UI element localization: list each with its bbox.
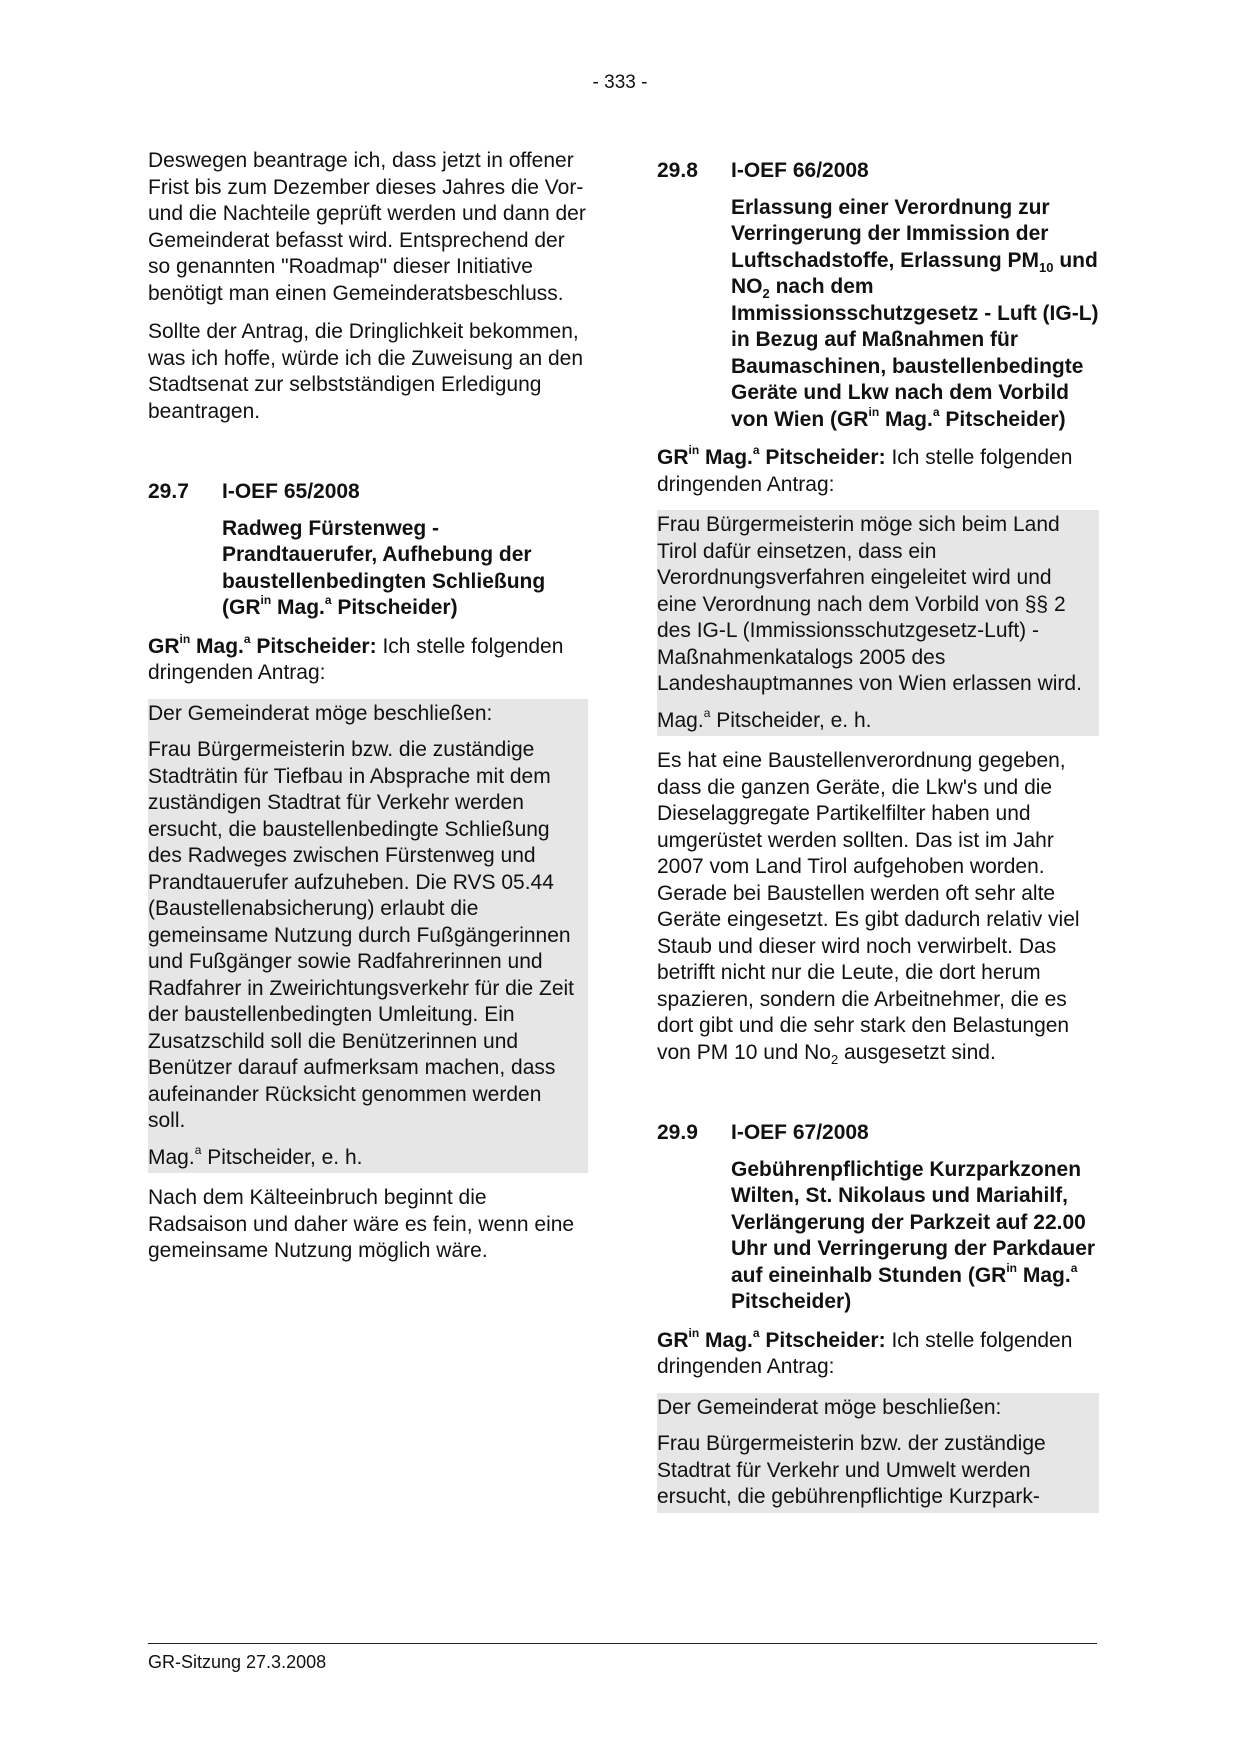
motion-text: Frau Bürgermeisterin möge sich beim Land Tirol dafür einsetzen, dass ein Verordnungsverfahren eingeleitet wird und eine Verordnung nach dem Vorbild von §§ 2 des IG-L (Immissionsschutzgesetz-Luft) - Maßnahmenkatalogs 2005 des Landeshauptmannes von Wien erlassen wird.	[657, 513, 1082, 695]
motion-box	[657, 510, 1099, 736]
section-subject: Gebührenpflichtige Kurzparkzonen Wilten, St. Nikolaus und Mariahilf, Verlängerung der Parkzeit auf 22.00 Uhr und Verringerung der Parkdauer auf eineinhalb Stunden ($GR^{in}$ Mag.$^a$ Pitscheider)	[731, 1157, 1096, 1313]
motion-box	[657, 1393, 1099, 1513]
section-number: 29.9	[657, 1121, 698, 1144]
section-subject: Radweg Fürstenweg - Prandtauerufer, Aufhebung der baustellenbedingten Schließung ($GR^{in}$ Mag.$^a$ Pitscheider)	[222, 516, 546, 619]
paragraph: Nach dem Kälteeinbruch beginnt die Radsaison und daher wäre es fein, wenn eine gemeinsame Nutzung möglich wäre.	[148, 1186, 575, 1262]
section-ref: I-OEF 65/2008	[222, 480, 360, 503]
signature: Mag.$^a$ Pitscheider, e. h.	[148, 1142, 363, 1169]
motion-text: Frau Bürgermeisterin bzw. die zuständige Stadträtin für Tiefbau in Absprache mit dem zuständigen Stadtrat für Verkehr werden ersucht, die baustellenbedingte Schließung des Radweges zwischen Fürstenweg und Prandtauerufer aufzuheben. Die RVS 05.44 (Baustellenabsicherung) erlaubt die gemeinsame Nutzung durch Fußgängerinnen und Fußgänger sowie Radfahrerinnen und Radfahrer in Zweirichtungsverkehr für die Zeit der baustellenbedingten Umleitung. Ein Zusatzschild soll die Benützerinnen und Benützer darauf aufmerksam machen, dass aufeinander Rücksicht genommen werden soll.	[148, 738, 575, 1132]
speaker-intro: $GR^{in}$ Mag.$^a$ Pitscheider: Ich stelle folgenden dringenden Antrag:	[657, 1325, 1073, 1378]
right-column	[657, 148, 1099, 1525]
section-heading-29-9	[657, 1120, 1099, 1147]
motion-lead: Der Gemeinderat möge beschließen:	[657, 1395, 1002, 1419]
section-ref: I-OEF 66/2008	[731, 159, 869, 182]
paragraph: Sollte der Antrag, die Dringlichkeit bekommen, was ich hoffe, würde ich die Zuweisung an den Stadtsenat zur selbstständigen Erledigung beantragen.	[148, 320, 584, 423]
section-ref: I-OEF 67/2008	[731, 1121, 869, 1144]
footer-text: GR-Sitzung 27.3.2008	[148, 1652, 327, 1672]
page-number: - 333 -	[592, 72, 648, 93]
footer-divider	[148, 1643, 1097, 1644]
section-number: 29.8	[657, 159, 698, 182]
signature: Mag.$^a$ Pitscheider, e. h.	[657, 705, 872, 732]
speaker-intro: $GR^{in}$ Mag.$^a$ Pitscheider: Ich stelle folgenden dringenden Antrag:	[148, 631, 564, 684]
motion-lead: Der Gemeinderat möge beschließen:	[148, 701, 493, 725]
motion-box	[148, 699, 588, 1174]
section-subject: Erlassung einer Verordnung zur Verringerung der Immission der Luftschadstoffe, Erlassung $PM_{10}$ und $NO_2$ nach dem Immissionsschutzgesetz - Luft (IG-L) in Bezug auf Maßnahmen für Baumaschinen, baustellenbedingte Geräte und Lkw nach dem Vorbild von Wien ($GR^{in}$ Mag.$^a$ Pitscheider)	[731, 195, 1099, 431]
motion-text: Frau Bürgermeisterin bzw. der zuständige Stadtrat für Verkehr und Umwelt werden ersucht, die gebührenpflichtige Kurzpark-	[657, 1432, 1046, 1508]
section-heading-29-8	[657, 158, 1099, 185]
speaker-intro: $GR^{in}$ Mag.$^a$ Pitscheider: Ich stelle folgenden dringenden Antrag:	[657, 443, 1073, 496]
section-number: 29.7	[148, 480, 189, 503]
paragraph: Es hat eine Baustellenverordnung gegeben, dass die ganzen Geräte, die Lkw's und die Dieselaggregate Partikelfilter haben und umgerüstet werden sollten. Das ist im Jahr 2007 vom Land Tirol aufgehoben worden. Gerade bei Baustellen werden oft sehr alte Geräte eingesetzt. Es gibt dadurch relativ viel Staub und dieser wird noch verwirbelt. Das betrifft nicht nur die Leute, die dort herum spazieren, sondern die Arbeitnehmer, die es dort gibt und die sehr stark den Belastungen von PM 10 und $No_2$ ausgesetzt sind.	[657, 749, 1080, 1067]
paragraph: Deswegen beantrage ich, dass jetzt in offener Frist bis zum Dezember dieses Jahres die Vor- und die Nachteile geprüft werden und dann der Gemeinderat befasst wird. Entsprechend der so genannten "Roadmap" dieser Initiative benötigt man einen Gemeinderatsbeschluss.	[148, 149, 586, 305]
section-heading-29-7	[148, 479, 588, 506]
left-column	[148, 148, 588, 1277]
